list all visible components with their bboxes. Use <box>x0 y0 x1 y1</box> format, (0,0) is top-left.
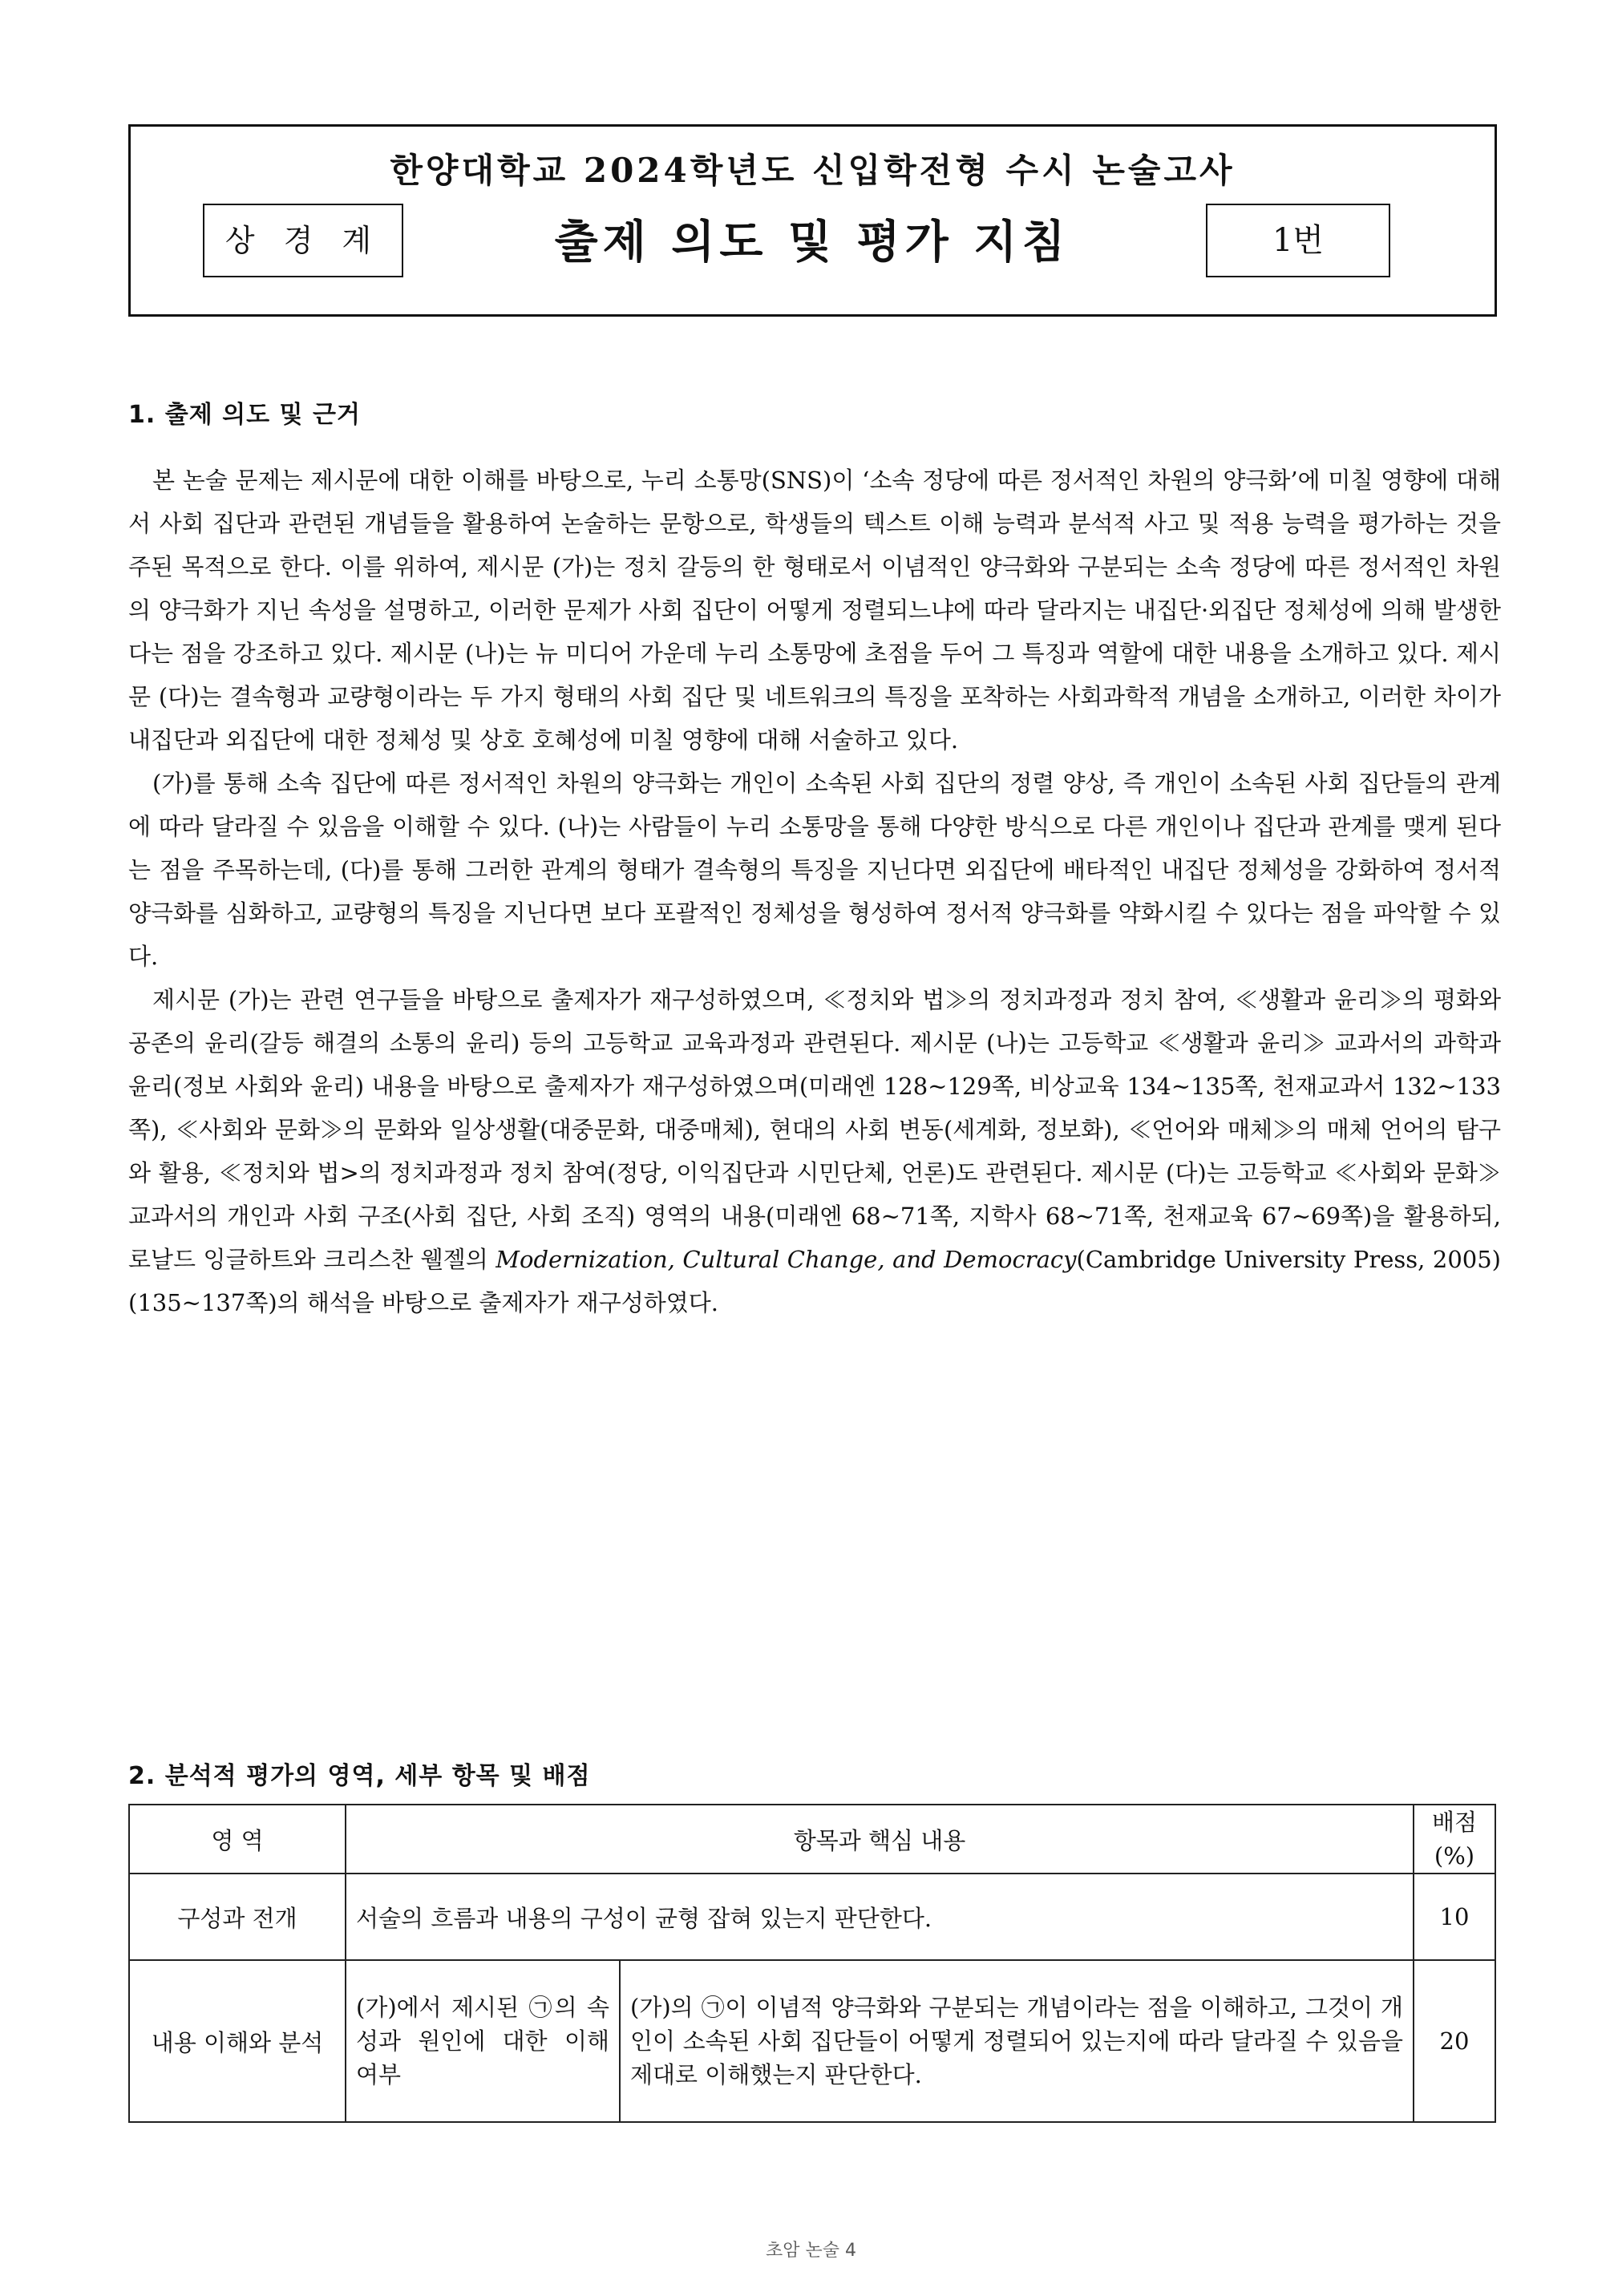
row-score: 10 <box>1414 1874 1495 1960</box>
table-row <box>129 1874 1495 1960</box>
header-content: 항목과 핵심 내용 <box>346 1805 1414 1874</box>
row-item: (가)에서 제시된 ㉠의 속성과 원인에 대한 이해 여부 <box>346 1960 620 2122</box>
header-score: 배점 (%) <box>1414 1805 1495 1874</box>
row-area: 구성과 전개 <box>129 1874 346 1960</box>
section1-body <box>128 459 1501 1324</box>
grading-table <box>128 1804 1496 2123</box>
page-footer: 초암 논술 4 <box>766 2241 856 2261</box>
section2-heading: 2. 분석적 평가의 영역, 세부 항목 및 배점 <box>128 1762 591 1790</box>
category-label: 상 경 계 <box>203 204 403 277</box>
paragraph-3 <box>128 978 1501 1324</box>
section1-heading: 1. 출제 의도 및 근거 <box>128 401 361 429</box>
header-area: 영 역 <box>129 1805 346 1874</box>
exam-title: 한양대학교 2024학년도 신입학전형 수시 논술고사 <box>390 151 1236 190</box>
table-header-row <box>129 1805 1495 1874</box>
paragraph-2: (가)를 통해 소속 집단에 따른 정서적인 차원의 양극화는 개인이 소속된 사회 집단의 정렬 양상, 즉 개인이 소속된 사회 집단들의 관계에 따라 달라질 수 있음을 이해할 수 있다. (나)는 사람들이 누리 소통망을 통해 다양한 방식으로 다른 개인이나 집단과 관계를 맺게 된다는 점을 주목하는데, (다)를 통해 그러한 관계의 형태가 결속형의 특징을 지닌다면 외집단에 배타적인 내집단 정체성을 강화하여 정서적 양극화를 심화하고, 교량형의 특징을 지닌다면 보다 포괄적인 정체성을 형성하여 정서적 양극화를 약화시킬 수 있다는 점을 파악할 수 있다. <box>128 770 1501 970</box>
paragraph-3-text: 제시문 (가)는 관련 연구들을 바탕으로 출제자가 재구성하였으며, ≪정치와 법≫의 정치과정과 정치 참여, ≪생활과 윤리≫의 평화와 공존의 윤리(갈등 해결의 소통의 윤리) 등의 고등학교 교육과정과 관련된다. 제시문 (나)는 고등학교 ≪생활과 윤리≫ 교과서의 과학과 윤리(정보 사회와 윤리) 내용을 바탕으로 출제자가 재구성하였으며(미래엔 128~129쪽, 비상교육 134~135쪽, 천재교과서 132~133쪽), ≪사회와 문화≫의 문화와 일상생활(대중문화, 대중매체), 현대의 사회 변동(세계화, 정보화), ≪언어와 매체≫의 매체 언어의 탐구와 활용, ≪정치와 법>의 정치과정과 정치 참여(정당, 이익집단과 시민단체, 언론)도 관련된다. 제시문 (다)는 고등학교 ≪사회와 문화≫ 교과서의 개인과 사회 구조(사회 집단, 사회 조직) 영역의 내용(미래엔 68~71쪽, 지학사 68~71쪽, 천재교육 67~69쪽)을 활용하되, 로날드 잉글하트와 크리스찬 웰젤의 <box>128 986 1501 1273</box>
question-number: 1번 <box>1206 204 1390 277</box>
page-title: 출제 의도 및 평가 지침 <box>554 216 1070 269</box>
table-row <box>129 1960 1495 2122</box>
row-content: (가)의 ㉠이 이념적 양극화와 구분되는 개념이라는 점을 이해하고, 그것이 개인이 소속된 사회 집단들이 어떻게 정렬되어 있는지에 따라 달라질 수 있음을 제대로 이해했는지 판단한다. <box>620 1960 1414 2122</box>
paragraph-3-tail: (Cambridge University Press, 2005)(135~137쪽)의 해석을 바탕으로 출제자가 재구성하였다. <box>128 1246 1501 1316</box>
book-title: Modernization, Cultural Change, and Democracy <box>495 1246 1077 1273</box>
paragraph-1: 본 논술 문제는 제시문에 대한 이해를 바탕으로, 누리 소통망(SNS)이 ‘소속 정당에 따른 정서적인 차원의 양극화’에 미칠 영향에 대해서 사회 집단과 관련된 개념들을 활용하여 논술하는 문항으로, 학생들의 텍스트 이해 능력과 분석적 사고 및 적용 능력을 평가하는 것을 주된 목적으로 한다. 이를 위하여, 제시문 (가)는 정치 갈등의 한 형태로서 이념적인 양극화와 구분되는 소속 정당에 따른 정서적인 차원의 양극화가 지닌 속성을 설명하고, 이러한 문제가 사회 집단이 어떻게 정렬되느냐에 따라 달라지는 내집단·외집단 정체성에 의해 발생한다는 점을 강조하고 있다. 제시문 (나)는 뉴 미디어 가운데 누리 소통망에 초점을 두어 그 특징과 역할에 대한 내용을 소개하고 있다. 제시문 (다)는 결속형과 교량형이라는 두 가지 형태의 사회 집단 및 네트워크의 특징을 포착하는 사회과학적 개념을 소개하고, 이러한 차이가 내집단과 외집단에 대한 정체성 및 상호 호혜성에 미칠 영향에 대해 서술하고 있다. <box>128 467 1501 754</box>
row-content: 서술의 흐름과 내용의 구성이 균형 잡혀 있는지 판단한다. <box>346 1874 1414 1960</box>
header-box <box>128 124 1497 317</box>
row-score: 20 <box>1414 1960 1495 2122</box>
row-area: 내용 이해와 분석 <box>129 1960 346 2122</box>
